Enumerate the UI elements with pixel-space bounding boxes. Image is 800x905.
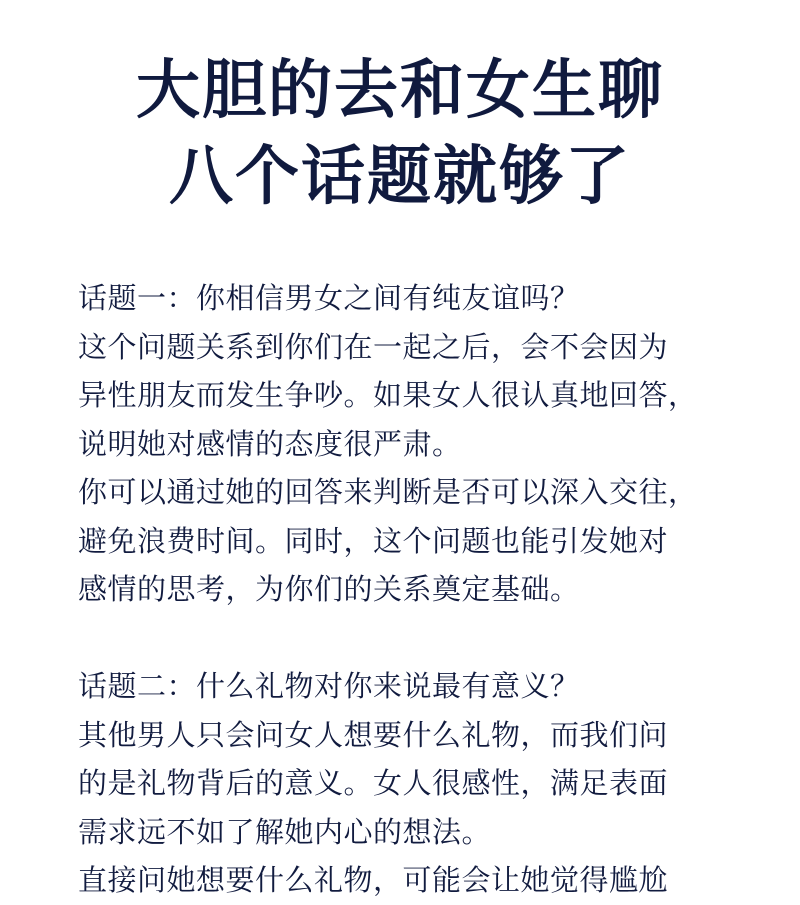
topic-section-2 xyxy=(78,662,738,905)
paragraph-line: 你可以通过她的回答来判断是否可以深入交往， xyxy=(78,475,698,509)
topic-heading: 话题二：什么礼物对你来说最有意义？ xyxy=(78,669,580,703)
paragraph-line: 这个问题关系到你们在一起之后，会不会因为 xyxy=(78,329,669,364)
paragraph-line: 的是礼物背后的意义。女人很感性，满足表面 xyxy=(78,766,669,800)
paragraph-line: 需求远不如了解她内心的想法。 xyxy=(78,814,492,849)
article-title xyxy=(0,48,800,220)
paragraph-line: 异性朋友而发生争吵。如果女人很认真地回答， xyxy=(78,378,698,412)
paragraph-line: 其他男人只会问女人想要什么礼物，而我们问 xyxy=(78,717,669,752)
paragraph-line: 感情的思考，为你们的关系奠定基础。 xyxy=(78,572,580,606)
title-line-1: 大胆的去和女生聊 xyxy=(136,54,664,128)
topic-section-1 xyxy=(78,274,738,614)
article-body xyxy=(78,274,738,905)
paragraph-line: 直接问她想要什么礼物，可能会让她觉得尴尬 xyxy=(78,863,669,897)
title-line-2: 八个话题就够了 xyxy=(169,140,631,214)
topic-heading: 话题一：你相信男女之间有纯友谊吗？ xyxy=(78,281,580,315)
paragraph-line: 说明她对感情的态度很严肃。 xyxy=(78,426,462,461)
section-spacer xyxy=(78,614,738,663)
paragraph-line: 避免浪费时间。同时，这个问题也能引发她对 xyxy=(78,523,669,558)
